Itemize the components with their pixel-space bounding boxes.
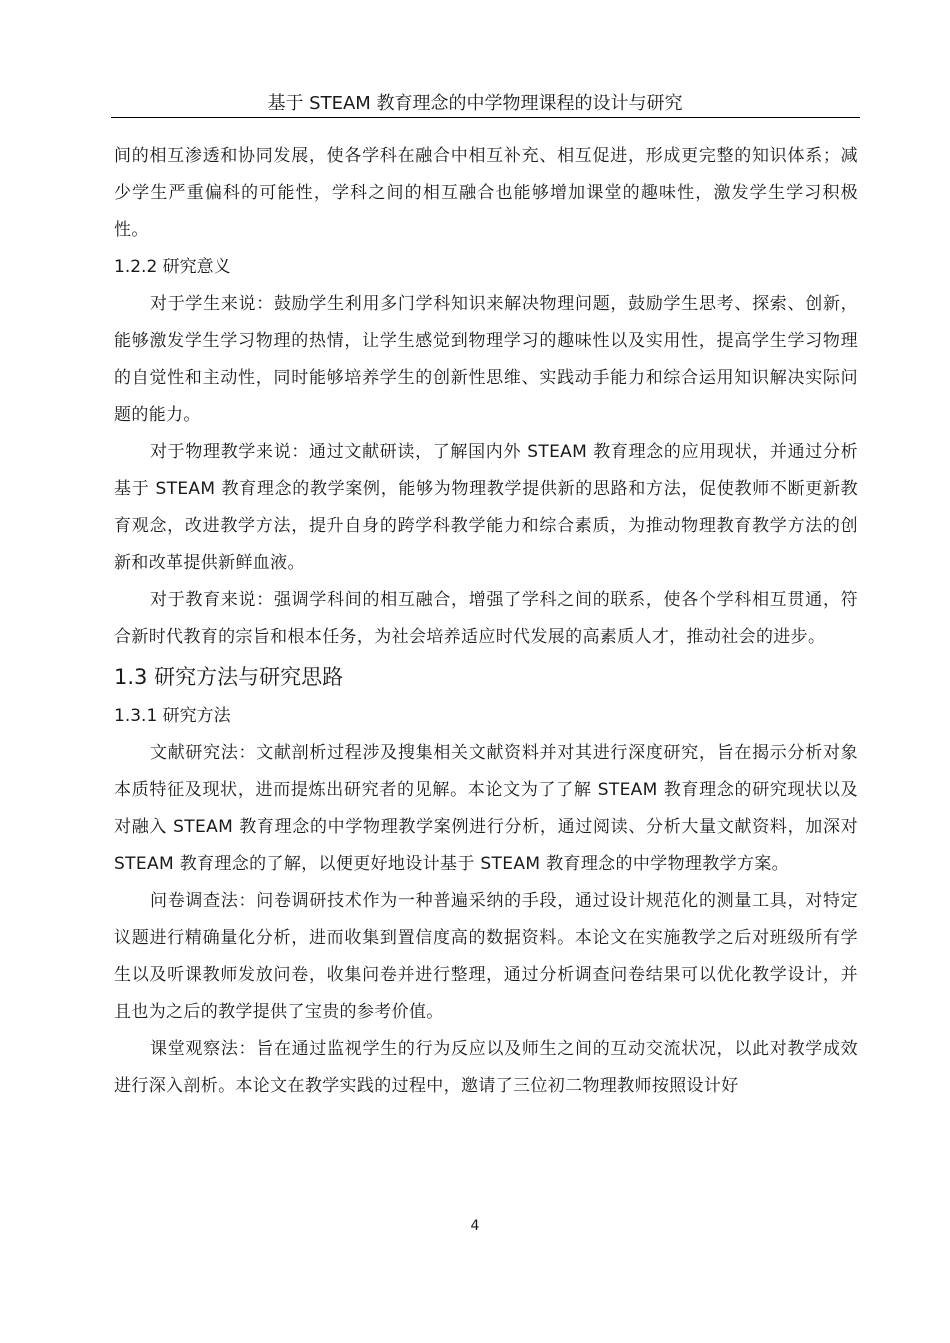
header-divider (111, 117, 860, 118)
section-heading-1-3-1: 1.3.1 研究方法 (114, 706, 231, 726)
paragraph-questionnaire-method: 问卷调查法：问卷调研技术作为一种普遍采纳的手段，通过设计规范化的测量工具，对特定议题进行精确量化分析，进而收集到置信度高的数据资料。本论文在实施教学之后对班级所有学生以及听课教师发放问卷，收集问卷并进行整理，通过分析调查问卷结果可以优化教学设计，并且也为之后的教学提供了宝贵的参考价值。 (114, 891, 858, 1022)
page-number: 4 (470, 1218, 480, 1234)
section-heading-1-2-2: 1.2.2 研究意义 (114, 257, 231, 277)
paragraph-observation-method: 课堂观察法：旨在通过监视学生的行为反应以及师生之间的互动交流状况，以此对教学成效进行深入剖析。本论文在教学实践的过程中，邀请了三位初二物理教师按照设计好 (114, 1039, 858, 1096)
page-body (114, 138, 858, 1105)
paragraph-continued: 间的相互渗透和协同发展，使各学科在融合中相互补充、相互促进，形成更完整的知识体系；减少学生严重偏科的可能性，学科之间的相互融合也能够增加课堂的趣味性，激发学生学习积极性。 (114, 146, 858, 240)
section-heading-1-3: 1.3 研究方法与研究思路 (114, 665, 344, 689)
paragraph-physics-teaching: 对于物理教学来说：通过文献研读，了解国内外 STEAM 教育理念的应用现状，并通过分析基于 STEAM 教育理念的教学案例，能够为物理教学提供新的思路和方法，促使教师不断更新教育观念，改进教学方法，提升自身的跨学科教学能力和综合素质，为推动物理教育教学方法的创新和改革提供新鲜血液。 (114, 442, 858, 573)
paragraph-students: 对于学生来说：鼓励学生利用多门学科知识来解决物理问题，鼓励学生思考、探索、创新，能够激发学生学习物理的热情，让学生感觉到物理学习的趣味性以及实用性，提高学生学习物理的自觉性和主动性，同时能够培养学生的创新性思维、实践动手能力和综合运用知识解决实际问题的能力。 (114, 294, 858, 425)
paragraph-literature-method: 文献研究法：文献剖析过程涉及搜集相关文献资料并对其进行深度研究，旨在揭示分析对象本质特征及现状，进而提炼出研究者的见解。本论文为了了解 STEAM 教育理念的研究现状以及对融入 STEAM 教育理念的中学物理教学案例进行分析，通过阅读、分析大量文献资料，加深对 STEAM 教育理念的了解，以便更好地设计基于 STEAM 教育理念的中学物理教学方案。 (114, 743, 858, 874)
running-header: 基于 STEAM 教育理念的中学物理课程的设计与研究 (267, 93, 683, 114)
paragraph-education: 对于教育来说：强调学科间的相互融合，增强了学科之间的联系，使各个学科相互贯通，符合新时代教育的宗旨和根本任务，为社会培养适应时代发展的高素质人才，推动社会的进步。 (114, 590, 858, 647)
